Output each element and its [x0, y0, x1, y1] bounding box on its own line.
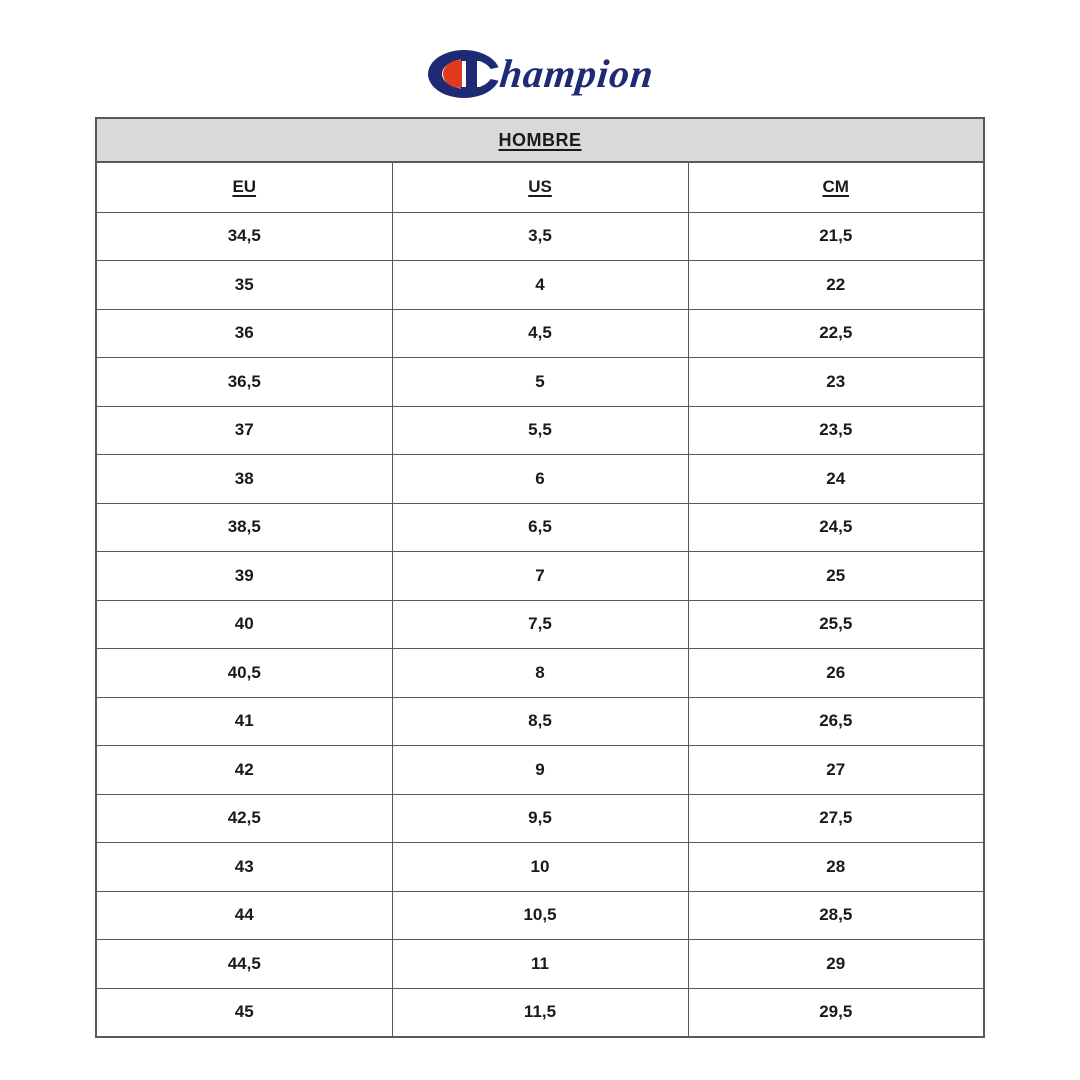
table-row [96, 794, 984, 843]
column-header-row [96, 162, 984, 212]
size-cell: 9 [392, 746, 688, 795]
table-row [96, 503, 984, 552]
size-cell: 4,5 [392, 309, 688, 358]
size-cell: 38,5 [96, 503, 392, 552]
size-cell: 3,5 [392, 212, 688, 261]
size-cell: 11 [392, 940, 688, 989]
size-cell: 29,5 [688, 988, 984, 1037]
size-cell: 35 [96, 261, 392, 310]
size-cell: 34,5 [96, 212, 392, 261]
size-cell: 8,5 [392, 697, 688, 746]
size-cell: 28 [688, 843, 984, 892]
champion-logo [0, 48, 1080, 100]
table-row [96, 746, 984, 795]
size-cell: 26,5 [688, 697, 984, 746]
size-cell: 4 [392, 261, 688, 310]
size-cell: 43 [96, 843, 392, 892]
size-cell: 8 [392, 649, 688, 698]
column-header-eu: EU [96, 162, 392, 212]
size-cell: 7,5 [392, 600, 688, 649]
size-cell: 22 [688, 261, 984, 310]
size-cell: 25,5 [688, 600, 984, 649]
size-cell: 24,5 [688, 503, 984, 552]
size-table-body [96, 212, 984, 1037]
column-header-us: US [392, 162, 688, 212]
size-cell: 23 [688, 358, 984, 407]
size-cell: 7 [392, 552, 688, 601]
size-cell: 39 [96, 552, 392, 601]
logo-script-text: hampion [497, 51, 657, 96]
size-cell: 5 [392, 358, 688, 407]
size-cell: 6,5 [392, 503, 688, 552]
table-row [96, 309, 984, 358]
size-cell: 36,5 [96, 358, 392, 407]
size-cell: 21,5 [688, 212, 984, 261]
size-cell: 36 [96, 309, 392, 358]
table-row [96, 940, 984, 989]
size-cell: 29 [688, 940, 984, 989]
table-row [96, 406, 984, 455]
table-row [96, 600, 984, 649]
size-cell: 22,5 [688, 309, 984, 358]
size-cell: 40 [96, 600, 392, 649]
size-cell: 42 [96, 746, 392, 795]
size-cell: 10 [392, 843, 688, 892]
size-cell: 10,5 [392, 891, 688, 940]
table-row [96, 649, 984, 698]
size-cell: 5,5 [392, 406, 688, 455]
size-cell: 26 [688, 649, 984, 698]
table-row [96, 891, 984, 940]
table-row [96, 261, 984, 310]
size-cell: 42,5 [96, 794, 392, 843]
size-cell: 28,5 [688, 891, 984, 940]
size-cell: 40,5 [96, 649, 392, 698]
table-title-row [96, 118, 984, 162]
champion-c-icon [426, 48, 504, 100]
size-cell: 27 [688, 746, 984, 795]
size-cell: 27,5 [688, 794, 984, 843]
table-row [96, 843, 984, 892]
table-title: HOMBRE [96, 118, 984, 162]
size-cell: 6 [392, 455, 688, 504]
size-cell: 37 [96, 406, 392, 455]
size-cell: 45 [96, 988, 392, 1037]
size-cell: 23,5 [688, 406, 984, 455]
size-cell: 9,5 [392, 794, 688, 843]
table-row [96, 358, 984, 407]
table-row [96, 212, 984, 261]
table-row [96, 552, 984, 601]
size-cell: 41 [96, 697, 392, 746]
table-row [96, 988, 984, 1037]
size-cell: 38 [96, 455, 392, 504]
size-cell: 25 [688, 552, 984, 601]
size-conversion-table [95, 117, 985, 1038]
column-header-cm: CM [688, 162, 984, 212]
table-row [96, 697, 984, 746]
size-cell: 11,5 [392, 988, 688, 1037]
size-cell: 44 [96, 891, 392, 940]
size-cell: 44,5 [96, 940, 392, 989]
size-cell: 24 [688, 455, 984, 504]
table-row [96, 455, 984, 504]
